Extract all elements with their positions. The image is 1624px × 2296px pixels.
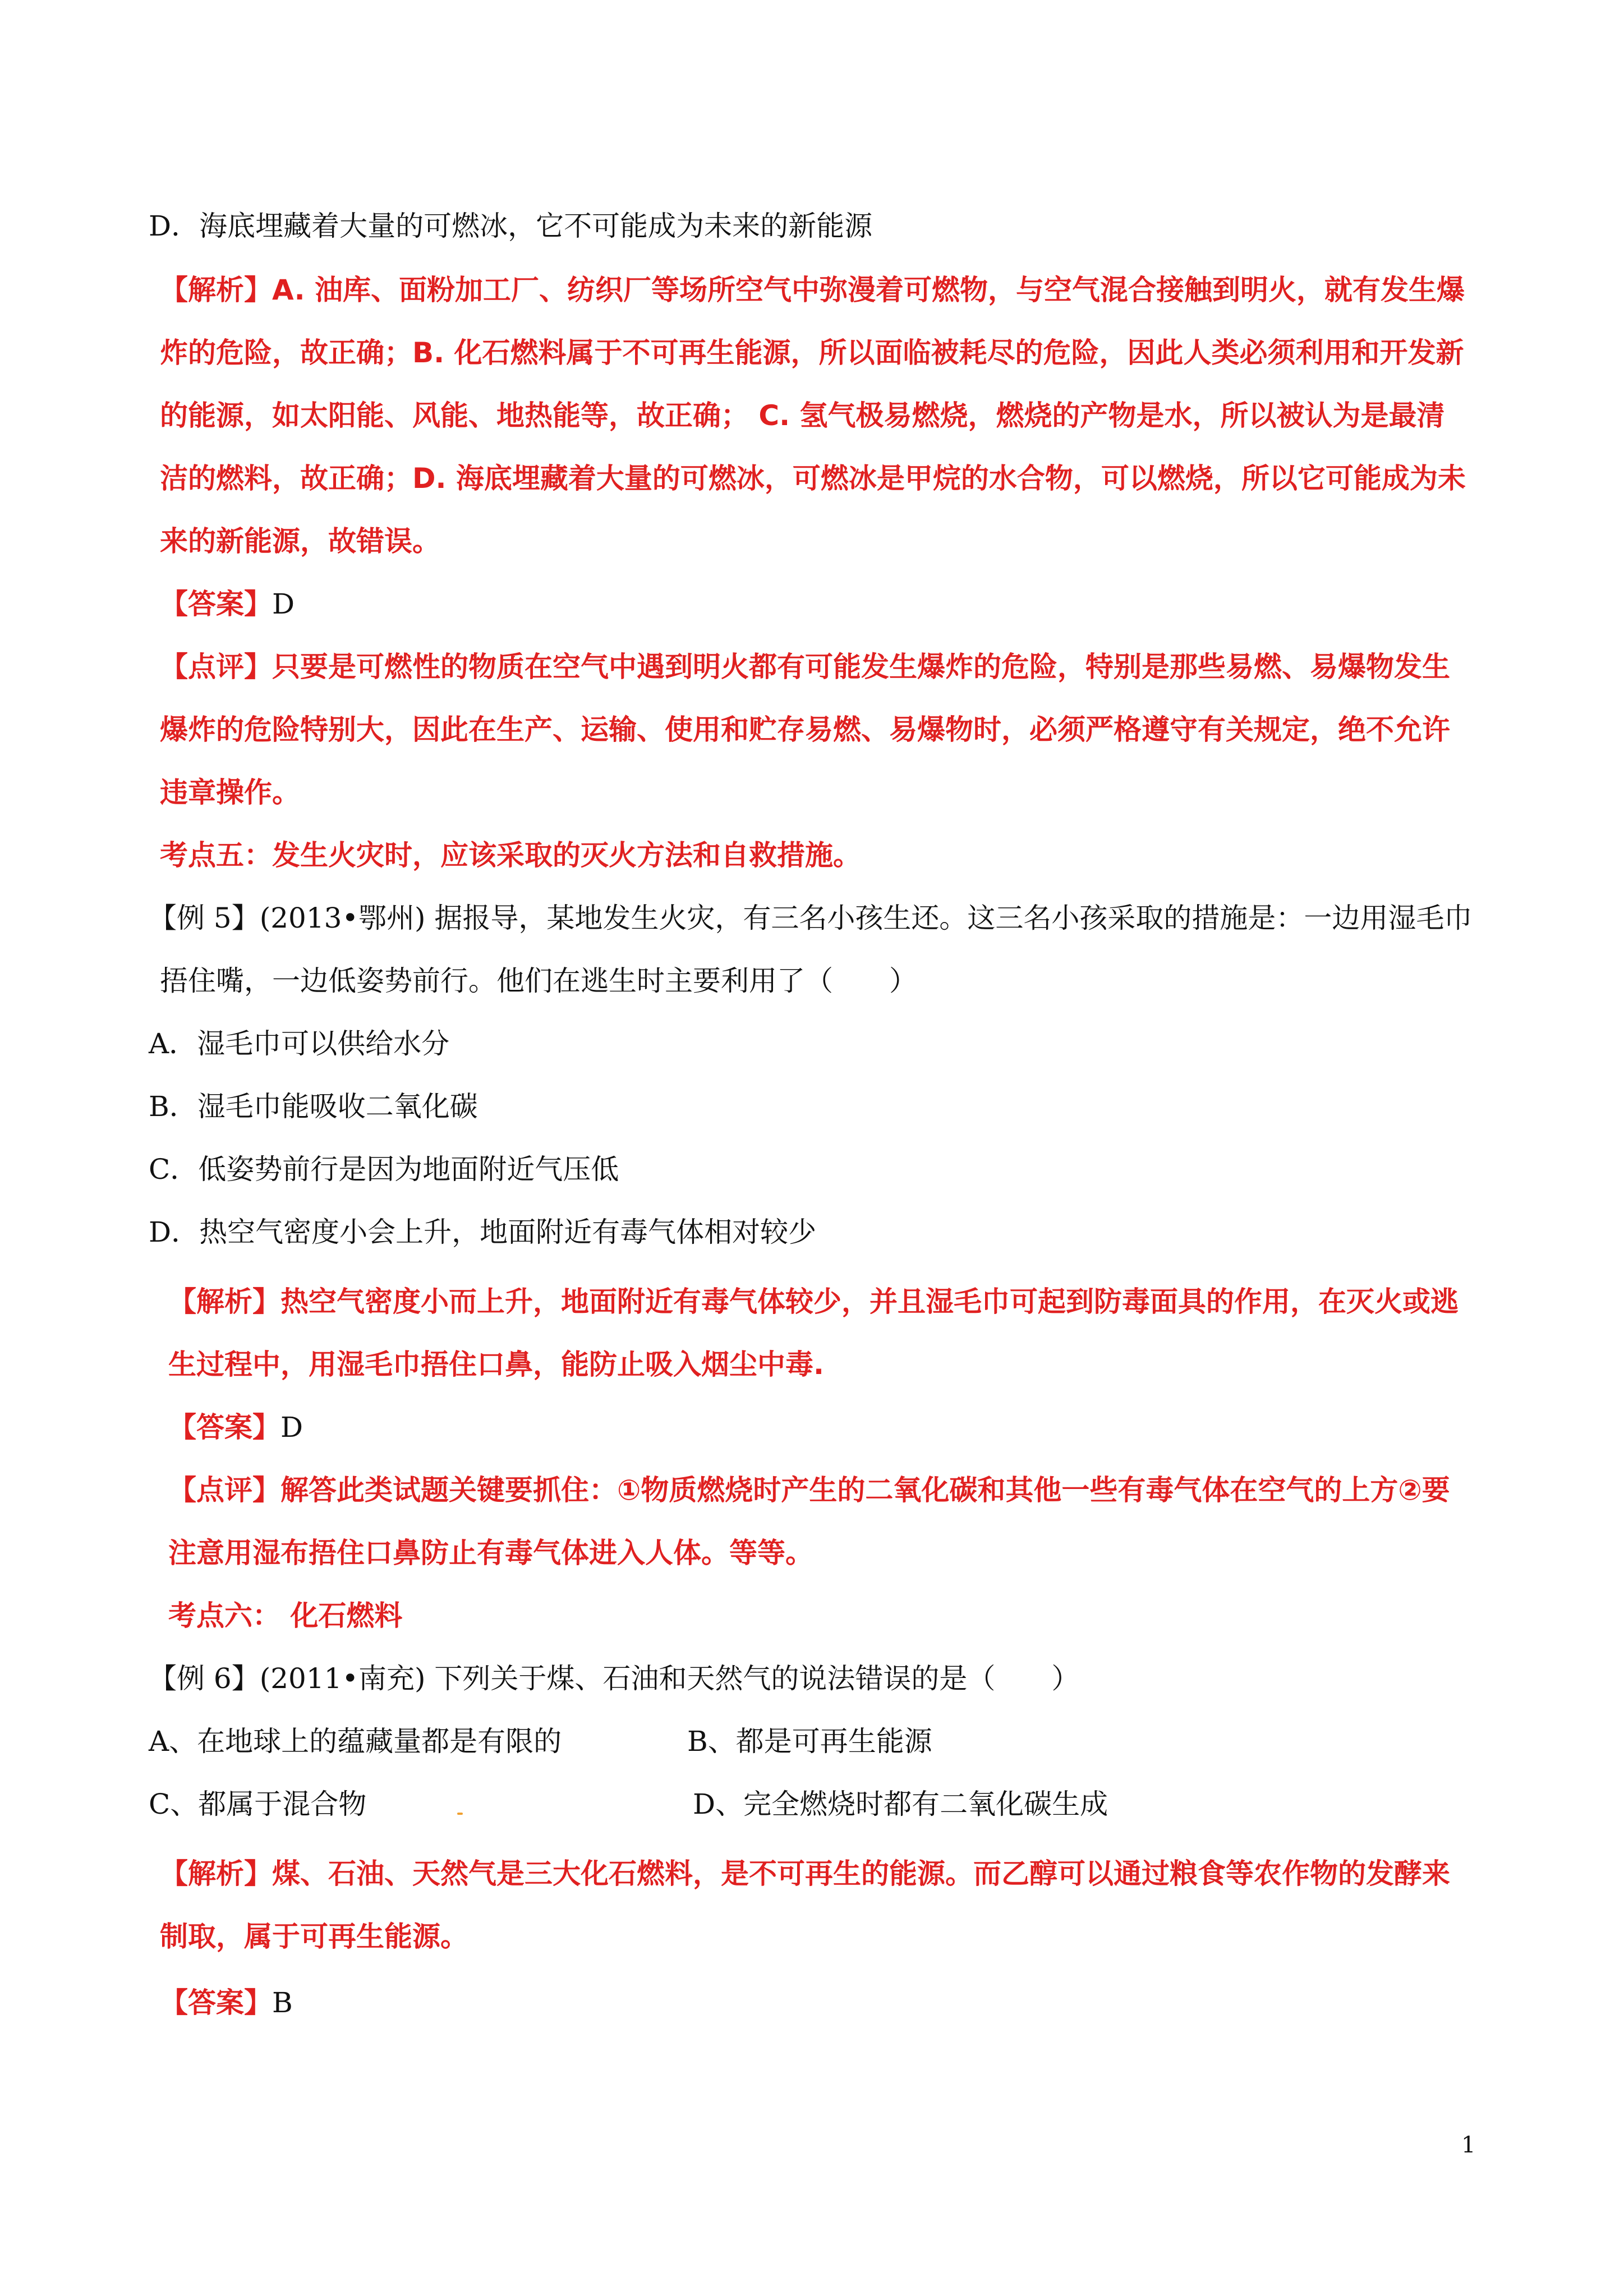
- option-6c: C、都属于混合物: [149, 1788, 367, 1820]
- analysis-line-5: 来的新能源，故错误。: [160, 525, 440, 557]
- stray-mark: [457, 1813, 463, 1815]
- analysis-line-3: 的能源，如太阳能、风能、地热能等，故正确； C. 氢气极易燃烧，燃烧的产物是水，所以被认为是最清: [160, 399, 1445, 432]
- option-6d: D、完全燃烧时都有二氧化碳生成: [693, 1788, 1108, 1820]
- answer-value: B: [272, 1986, 293, 2019]
- answer-1: [160, 584, 295, 624]
- topic-five-heading: 考点五：发生火灾时，应该采取的灭火方法和自救措施。: [160, 839, 861, 872]
- example-6-line: 【例 6】(2011•南充) 下列关于煤、石油和天然气的说法错误的是（ ）: [149, 1662, 1080, 1695]
- page-number: 1: [1461, 2132, 1476, 2158]
- answer-tag: 【答案】: [160, 1986, 272, 2019]
- answer-tag: 【答案】: [168, 1411, 280, 1444]
- answer-tag: 【答案】: [160, 588, 272, 620]
- option-c: C．低姿势前行是因为地面附近气压低: [149, 1153, 619, 1186]
- answer-3: [160, 1983, 293, 2022]
- option-6a: A、在地球上的蕴藏量都是有限的: [149, 1725, 562, 1758]
- answer-value: D: [280, 1411, 303, 1444]
- analysis-line-2: 炸的危险，故正确；B. 化石燃料属于不可再生能源，所以面临被耗尽的危险，因此人类必须利用和开发新: [160, 336, 1464, 369]
- comment-line-1: 【点评】只要是可燃性的物质在空气中遇到明火都有可能发生爆炸的危险，特别是那些易燃、易爆物发生: [160, 651, 1450, 683]
- topic-six-heading: 考点六： 化石燃料: [168, 1599, 403, 1632]
- analysis-5-line-2: 生过程中，用湿毛巾捂住口鼻，能防止吸入烟尘中毒.: [168, 1348, 824, 1381]
- analysis-5-line-1: 【解析】热空气密度小而上升，地面附近有毒气体较少，并且湿毛巾可起到防毒面具的作用，在灭火或逃: [168, 1285, 1459, 1318]
- analysis-6-line-2: 制取，属于可再生能源。: [160, 1920, 468, 1953]
- option-d: D．热空气密度小会上升，地面附近有毒气体相对较少: [149, 1216, 817, 1248]
- analysis-line-4: 洁的燃料，故正确；D. 海底埋藏着大量的可燃冰，可燃冰是甲烷的水合物，可以燃烧，所以它可能成为未: [160, 462, 1466, 495]
- comment-line-3: 违章操作。: [160, 776, 300, 809]
- example-5-line-2: 捂住嘴，一边低姿势前行。他们在逃生时主要利用了（ ）: [160, 965, 917, 997]
- option-6b: B、都是可再生能源: [687, 1725, 932, 1758]
- answer-2: [168, 1408, 303, 1447]
- comment-5-line-2: 注意用湿布捂住口鼻防止有毒气体进入人体。等等。: [168, 1537, 813, 1569]
- comment-5-line-1: 【点评】解答此类试题关键要抓住：①物质燃烧时产生的二氧化碳和其他一些有毒气体在空气的上方②要: [168, 1474, 1450, 1506]
- analysis-line-1: 【解析】A. 油库、面粉加工厂、纺织厂等场所空气中弥漫着可燃物，与空气混合接触到明火，就有发生爆: [160, 274, 1465, 306]
- example-5-line-1: 【例 5】(2013•鄂州) 据报导，某地发生火灾，有三名小孩生还。这三名小孩采取的措施是：一边用湿毛巾: [149, 902, 1473, 934]
- answer-value: D: [272, 588, 295, 620]
- option-b: B．湿毛巾能吸收二氧化碳: [149, 1090, 478, 1123]
- option-a: A．湿毛巾可以供给水分: [149, 1027, 450, 1060]
- analysis-6-line-1: 【解析】煤、石油、天然气是三大化石燃料，是不可再生的能源。而乙醇可以通过粮食等农作物的发酵来: [160, 1857, 1450, 1890]
- option-d-prev: D．海底埋藏着大量的可燃冰，它不可能成为未来的新能源: [149, 210, 873, 242]
- comment-line-2: 爆炸的危险特别大，因此在生产、运输、使用和贮存易燃、易爆物时，必须严格遵守有关规定，绝不允许: [160, 713, 1450, 746]
